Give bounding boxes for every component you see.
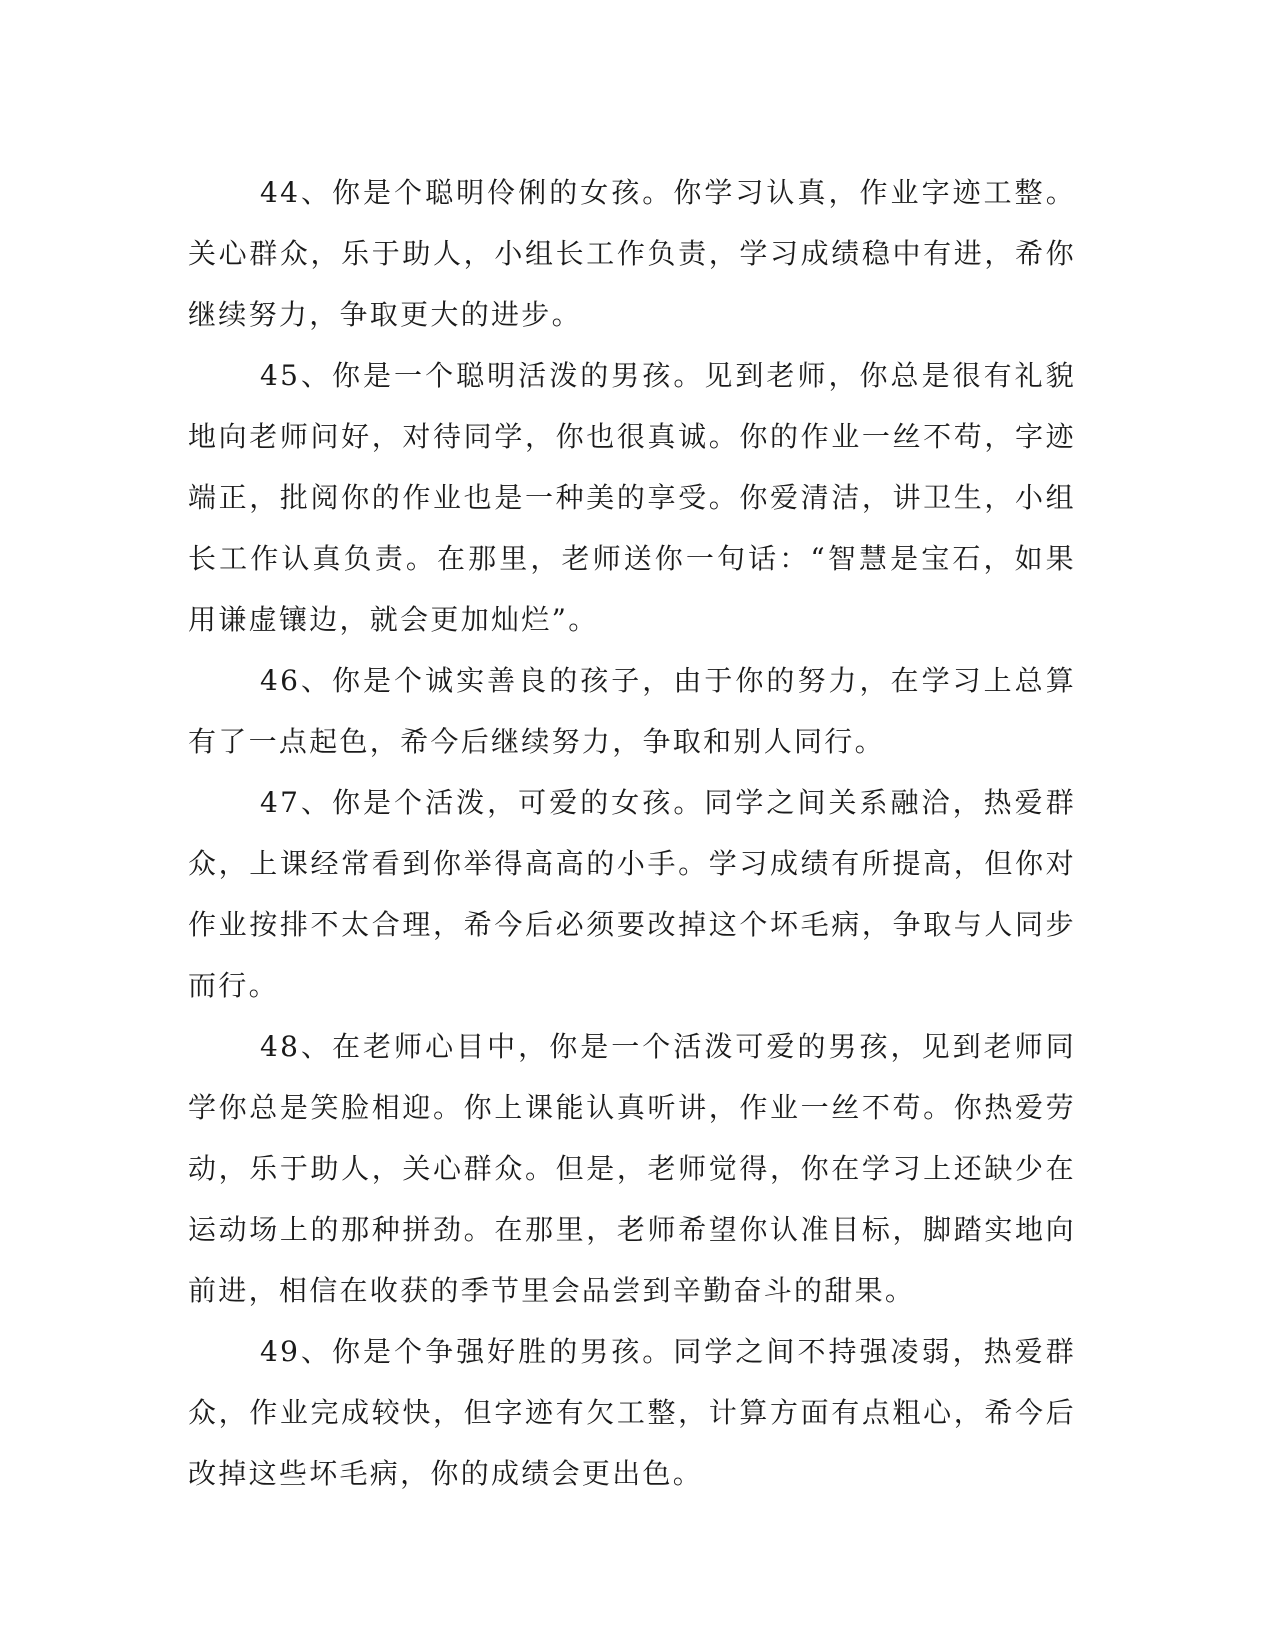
comment-paragraph-47: 47、你是个活泼，可爱的女孩。同学之间关系融洽，热爱群众，上课经常看到你举得高高的小手。学习成绩有所提高，但你对作业按排不太合理，希今后必须要改掉这个坏毛病，争取与人同步而行。 — [188, 786, 1076, 1002]
comment-paragraph-45: 45、你是一个聪明活泼的男孩。见到老师，你总是很有礼貌地向老师问好，对待同学，你也很真诚。你的作业一丝不苟，字迹端正，批阅你的作业也是一种美的享受。你爱清洁，讲卫生，小组长工作认真负责。在那里，老师送你一句话：“智慧是宝石，如果用谦虚镶边，就会更加灿烂”。 — [188, 359, 1076, 636]
comment-paragraph-46: 46、你是个诚实善良的孩子，由于你的努力，在学习上总算有了一点起色，希今后继续努力，争取和别人同行。 — [188, 664, 1076, 758]
comment-paragraph-44: 44、你是个聪明伶俐的女孩。你学习认真，作业字迹工整。关心群众，乐于助人，小组长工作负责，学习成绩稳中有进，希你继续努力，争取更大的进步。 — [188, 176, 1076, 331]
comment-paragraph-49: 49、你是个争强好胜的男孩。同学之间不持强凌弱，热爱群众，作业完成较快，但字迹有欠工整，计算方面有点粗心，希今后改掉这些坏毛病，你的成绩会更出色。 — [188, 1335, 1076, 1490]
page-body — [188, 162, 1076, 1504]
comment-paragraph-48: 48、在老师心目中，你是一个活泼可爱的男孩，见到老师同学你总是笑脸相迎。你上课能认真听讲，作业一丝不苟。你热爱劳动，乐于助人，关心群众。但是，老师觉得，你在学习上还缺少在运动场上的那种拼劲。在那里，老师希望你认准目标，脚踏实地向前进，相信在收获的季节里会品尝到辛勤奋斗的甜果。 — [188, 1030, 1076, 1307]
